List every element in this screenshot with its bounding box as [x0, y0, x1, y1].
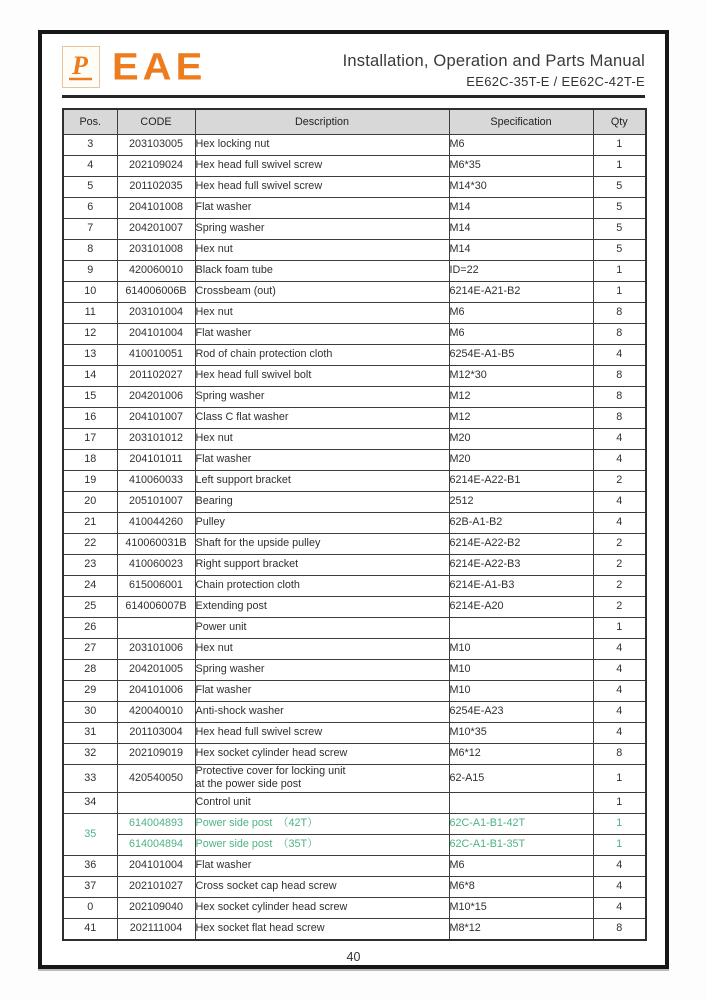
code-cell: 204201006: [117, 387, 195, 408]
qty-cell: 1: [593, 813, 646, 834]
description-line: Hex nut: [195, 306, 233, 319]
table-row: [63, 918, 646, 940]
table-row: [63, 135, 646, 156]
specification-cell: M10: [449, 660, 593, 681]
pos-cell: 15: [63, 387, 117, 408]
description-line: Power unit: [195, 621, 247, 634]
pos-cell: 18: [63, 450, 117, 471]
description-line: Flat washer: [195, 327, 252, 340]
table-row: [63, 492, 646, 513]
qty-cell: 1: [593, 135, 646, 156]
description-cell: [195, 261, 449, 282]
specification-cell: M12*30: [449, 366, 593, 387]
specification-cell: ID=22: [449, 261, 593, 282]
pos-cell: 35: [63, 813, 117, 855]
qty-cell: 5: [593, 219, 646, 240]
pos-cell: 6: [63, 198, 117, 219]
pos-cell: 4: [63, 156, 117, 177]
pos-cell: 29: [63, 681, 117, 702]
table-row: [63, 702, 646, 723]
specification-cell: [449, 792, 593, 813]
description-line: Crossbeam (out): [195, 285, 276, 298]
code-cell: 202109019: [117, 744, 195, 765]
description-cell: [195, 282, 449, 303]
code-cell: 410010051: [117, 345, 195, 366]
pos-cell: 32: [63, 744, 117, 765]
table-row: [63, 660, 646, 681]
qty-cell: 8: [593, 303, 646, 324]
code-cell: 614006007B: [117, 597, 195, 618]
pos-cell: 8: [63, 240, 117, 261]
pos-cell: 3: [63, 135, 117, 156]
table-row: [63, 345, 646, 366]
qty-cell: 4: [593, 723, 646, 744]
table-row: [63, 471, 646, 492]
page-header: [62, 44, 645, 98]
table-row: [63, 834, 646, 855]
description-cell: [195, 576, 449, 597]
table-row: [63, 597, 646, 618]
description-line: Flat washer: [195, 684, 252, 697]
pos-cell: 34: [63, 792, 117, 813]
table-row: [63, 324, 646, 345]
description-cell: [195, 723, 449, 744]
code-cell: 204201007: [117, 219, 195, 240]
code-cell: 202111004: [117, 918, 195, 940]
pos-cell: 11: [63, 303, 117, 324]
page-content: [42, 34, 665, 964]
description-line: Pulley: [195, 516, 225, 529]
table-row: [63, 855, 646, 876]
pos-cell: 22: [63, 534, 117, 555]
qty-cell: 4: [593, 702, 646, 723]
description-line: Anti-shock washer: [195, 705, 284, 718]
description-cell: [195, 198, 449, 219]
scanned-page: [38, 30, 669, 969]
code-cell: 420040010: [117, 702, 195, 723]
table-row: [63, 177, 646, 198]
code-cell: 203103005: [117, 135, 195, 156]
description-line: Right support bracket: [195, 558, 299, 571]
table-row: [63, 387, 646, 408]
pos-cell: 23: [63, 555, 117, 576]
description-line: Cross socket cap head screw: [195, 880, 337, 893]
pos-cell: 20: [63, 492, 117, 513]
specification-cell: M14*30: [449, 177, 593, 198]
table-row: [63, 303, 646, 324]
pos-cell: 5: [63, 177, 117, 198]
description-cell: [195, 303, 449, 324]
specification-cell: M6: [449, 324, 593, 345]
description-line: Hex head full swivel screw: [195, 726, 323, 739]
specification-cell: M10: [449, 681, 593, 702]
description-cell: [195, 492, 449, 513]
qty-cell: 5: [593, 177, 646, 198]
qty-cell: 4: [593, 513, 646, 534]
description-cell: [195, 513, 449, 534]
specification-cell: M8*12: [449, 918, 593, 940]
specification-cell: 6214E-A20: [449, 597, 593, 618]
description-cell: [195, 834, 449, 855]
pos-cell: 24: [63, 576, 117, 597]
description-cell: [195, 387, 449, 408]
description-cell: [195, 345, 449, 366]
description-cell: [195, 534, 449, 555]
qty-cell: 2: [593, 534, 646, 555]
description-line: Hex socket cylinder head screw: [195, 747, 348, 760]
model-codes: EE62C-35T-E / EE62C-42T-E: [466, 74, 645, 89]
table-row: [63, 576, 646, 597]
description-cell: [195, 792, 449, 813]
code-cell: 202109024: [117, 156, 195, 177]
description-line: Left support bracket: [195, 474, 291, 487]
column-header-description: Description: [195, 109, 449, 135]
eae-logo-text: EAE: [112, 46, 207, 88]
description-line: Chain protection cloth: [195, 579, 300, 592]
column-header-specification: Specification: [449, 109, 593, 135]
eae-logo: [62, 46, 206, 88]
code-cell: [117, 792, 195, 813]
code-cell: 204101011: [117, 450, 195, 471]
specification-cell: [449, 618, 593, 639]
table-row: [63, 366, 646, 387]
description-cell: [195, 177, 449, 198]
code-cell: 410060023: [117, 555, 195, 576]
table-row: [63, 450, 646, 471]
specification-cell: 6214E-A1-B3: [449, 576, 593, 597]
page-number: 40: [346, 949, 361, 964]
manual-title: Installation, Operation and Parts Manual: [342, 52, 645, 70]
table-row: [63, 282, 646, 303]
code-cell: 204101004: [117, 855, 195, 876]
pos-cell: 33: [63, 765, 117, 793]
description-line: Rod of chain protection cloth: [195, 348, 333, 361]
code-cell: 204101004: [117, 324, 195, 345]
qty-cell: 4: [593, 639, 646, 660]
qty-cell: 8: [593, 744, 646, 765]
qty-cell: 5: [593, 198, 646, 219]
code-cell: 203101004: [117, 303, 195, 324]
pos-cell: 9: [63, 261, 117, 282]
header-row: [63, 109, 646, 135]
specification-cell: M6: [449, 135, 593, 156]
specification-cell: M10*15: [449, 897, 593, 918]
description-cell: [195, 681, 449, 702]
qty-cell: 1: [593, 282, 646, 303]
table-row: [63, 765, 646, 793]
description-cell: [195, 471, 449, 492]
specification-cell: 6214E-A22-B2: [449, 534, 593, 555]
column-header-code: CODE: [117, 109, 195, 135]
description-line: Hex nut: [195, 642, 233, 655]
qty-cell: 8: [593, 366, 646, 387]
pos-cell: 13: [63, 345, 117, 366]
code-cell: 203101012: [117, 429, 195, 450]
specification-cell: M10: [449, 639, 593, 660]
code-cell: 201102027: [117, 366, 195, 387]
description-line: Hex head full swivel screw: [195, 180, 323, 193]
description-line: Black foam tube: [195, 264, 273, 277]
description-cell: [195, 135, 449, 156]
specification-cell: M12: [449, 408, 593, 429]
description-line: Extending post: [195, 600, 267, 613]
code-cell: 614004893: [117, 813, 195, 834]
column-header-qty: Qty: [593, 109, 646, 135]
description-line: Control unit: [195, 796, 251, 809]
table-row: [63, 156, 646, 177]
specification-cell: M6: [449, 303, 593, 324]
qty-cell: 8: [593, 918, 646, 940]
code-cell: 201103004: [117, 723, 195, 744]
code-cell: 615006001: [117, 576, 195, 597]
qty-cell: 4: [593, 429, 646, 450]
description-cell: [195, 660, 449, 681]
pos-cell: 30: [63, 702, 117, 723]
column-header-pos: Pos.: [63, 109, 117, 135]
code-cell: 204101008: [117, 198, 195, 219]
description-cell: [195, 366, 449, 387]
code-cell: 203101006: [117, 639, 195, 660]
qty-cell: 8: [593, 387, 646, 408]
pos-cell: 0: [63, 897, 117, 918]
qty-cell: 1: [593, 261, 646, 282]
pos-cell: 31: [63, 723, 117, 744]
description-line: Power side post （42T）: [195, 817, 318, 830]
code-cell: 204201005: [117, 660, 195, 681]
code-cell: 410044260: [117, 513, 195, 534]
pos-cell: 41: [63, 918, 117, 940]
table-row: [63, 744, 646, 765]
table-row: [63, 219, 646, 240]
specification-cell: 6254E-A23: [449, 702, 593, 723]
table-row: [63, 723, 646, 744]
table-row: [63, 261, 646, 282]
description-line: Flat washer: [195, 201, 252, 214]
specification-cell: 2512: [449, 492, 593, 513]
title-block: [343, 46, 645, 89]
qty-cell: 4: [593, 345, 646, 366]
qty-cell: 4: [593, 897, 646, 918]
specification-cell: 62B-A1-B2: [449, 513, 593, 534]
table-row: [63, 513, 646, 534]
description-cell: [195, 702, 449, 723]
code-cell: 205101007: [117, 492, 195, 513]
qty-cell: 4: [593, 450, 646, 471]
specification-cell: M20: [449, 429, 593, 450]
code-cell: 204101007: [117, 408, 195, 429]
pos-cell: 26: [63, 618, 117, 639]
description-line: Hex socket cylinder head screw: [195, 901, 348, 914]
description-cell: [195, 240, 449, 261]
pos-cell: 25: [63, 597, 117, 618]
table-row: [63, 792, 646, 813]
qty-cell: 1: [593, 792, 646, 813]
pos-cell: 17: [63, 429, 117, 450]
specification-cell: M20: [449, 450, 593, 471]
qty-cell: 8: [593, 408, 646, 429]
table-row: [63, 897, 646, 918]
description-cell: [195, 765, 449, 793]
description-cell: [195, 324, 449, 345]
pos-cell: 7: [63, 219, 117, 240]
code-cell: 201102035: [117, 177, 195, 198]
pos-cell: 36: [63, 855, 117, 876]
qty-cell: 2: [593, 597, 646, 618]
pos-cell: 21: [63, 513, 117, 534]
qty-cell: 8: [593, 324, 646, 345]
specification-cell: M6: [449, 855, 593, 876]
parts-table-body: [63, 135, 646, 940]
table-row: [63, 534, 646, 555]
description-line: Hex locking nut: [195, 138, 270, 151]
qty-cell: 2: [593, 555, 646, 576]
specification-cell: M6*35: [449, 156, 593, 177]
specification-cell: M12: [449, 387, 593, 408]
specification-cell: M6*8: [449, 876, 593, 897]
description-cell: [195, 156, 449, 177]
code-cell: 410060031B: [117, 534, 195, 555]
table-row: [63, 876, 646, 897]
table-row: [63, 639, 646, 660]
table-row: [63, 408, 646, 429]
code-cell: 614006006B: [117, 282, 195, 303]
description-line: Hex head full swivel bolt: [195, 369, 312, 382]
qty-cell: 2: [593, 576, 646, 597]
code-cell: 420540050: [117, 765, 195, 793]
code-cell: 204101006: [117, 681, 195, 702]
table-row: [63, 429, 646, 450]
description-cell: [195, 555, 449, 576]
description-cell: [195, 597, 449, 618]
pos-cell: 28: [63, 660, 117, 681]
qty-cell: 4: [593, 681, 646, 702]
specification-cell: M6*12: [449, 744, 593, 765]
table-row: [63, 198, 646, 219]
parts-table: [62, 108, 647, 941]
description-cell: [195, 408, 449, 429]
table-row: [63, 240, 646, 261]
description-cell: [195, 918, 449, 940]
specification-cell: M14: [449, 219, 593, 240]
qty-cell: 4: [593, 492, 646, 513]
description-line: Hex socket flat head screw: [195, 922, 325, 935]
svg-text:P: P: [72, 51, 88, 80]
description-cell: [195, 855, 449, 876]
qty-cell: 4: [593, 855, 646, 876]
description-line: Class C flat washer: [195, 411, 289, 424]
code-cell: 614004894: [117, 834, 195, 855]
qty-cell: 1: [593, 156, 646, 177]
description-line: Spring washer: [195, 222, 265, 235]
description-line: Flat washer: [195, 859, 252, 872]
specification-cell: 62C-A1-B1-35T: [449, 834, 593, 855]
description-line: Power side post （35T）: [195, 838, 318, 851]
description-line: at the power side post: [195, 778, 302, 791]
pos-cell: 37: [63, 876, 117, 897]
description-cell: [195, 744, 449, 765]
pos-cell: 14: [63, 366, 117, 387]
pos-cell: 27: [63, 639, 117, 660]
description-line: Hex nut: [195, 243, 233, 256]
code-cell: 202101027: [117, 876, 195, 897]
pos-cell: 10: [63, 282, 117, 303]
qty-cell: 1: [593, 834, 646, 855]
pos-cell: 19: [63, 471, 117, 492]
description-cell: [195, 813, 449, 834]
description-cell: [195, 618, 449, 639]
eae-logo-icon: [62, 46, 100, 88]
specification-cell: 6214E-A22-B1: [449, 471, 593, 492]
qty-cell: 5: [593, 240, 646, 261]
code-cell: 202109040: [117, 897, 195, 918]
specification-cell: 62-A15: [449, 765, 593, 793]
table-row: [63, 555, 646, 576]
qty-cell: 4: [593, 876, 646, 897]
description-line: Bearing: [195, 495, 233, 508]
table-row: [63, 618, 646, 639]
description-cell: [195, 429, 449, 450]
specification-cell: M10*35: [449, 723, 593, 744]
description-line: Hex head full swivel screw: [195, 159, 323, 172]
specification-cell: 62C-A1-B1-42T: [449, 813, 593, 834]
description-cell: [195, 450, 449, 471]
specification-cell: 6214E-A22-B3: [449, 555, 593, 576]
description-line: Shaft for the upside pulley: [195, 537, 321, 550]
pos-cell: 12: [63, 324, 117, 345]
table-row: [63, 813, 646, 834]
description-line: Protective cover for locking unit: [195, 765, 346, 777]
description-line: Spring washer: [195, 663, 265, 676]
description-line: Hex nut: [195, 432, 233, 445]
parts-table-header: [63, 109, 646, 135]
code-cell: 420060010: [117, 261, 195, 282]
qty-cell: 4: [593, 660, 646, 681]
specification-cell: 6214E-A21-B2: [449, 282, 593, 303]
description-line: Flat washer: [195, 453, 252, 466]
code-cell: 410060033: [117, 471, 195, 492]
description-line: Spring washer: [195, 390, 265, 403]
description-cell: [195, 639, 449, 660]
code-cell: [117, 618, 195, 639]
specification-cell: 6254E-A1-B5: [449, 345, 593, 366]
table-row: [63, 681, 646, 702]
pos-cell: 16: [63, 408, 117, 429]
description-cell: [195, 219, 449, 240]
description-cell: [195, 897, 449, 918]
specification-cell: M14: [449, 240, 593, 261]
specification-cell: M14: [449, 198, 593, 219]
qty-cell: 1: [593, 618, 646, 639]
description-cell: [195, 876, 449, 897]
qty-cell: 2: [593, 471, 646, 492]
qty-cell: 1: [593, 765, 646, 793]
code-cell: 203101008: [117, 240, 195, 261]
